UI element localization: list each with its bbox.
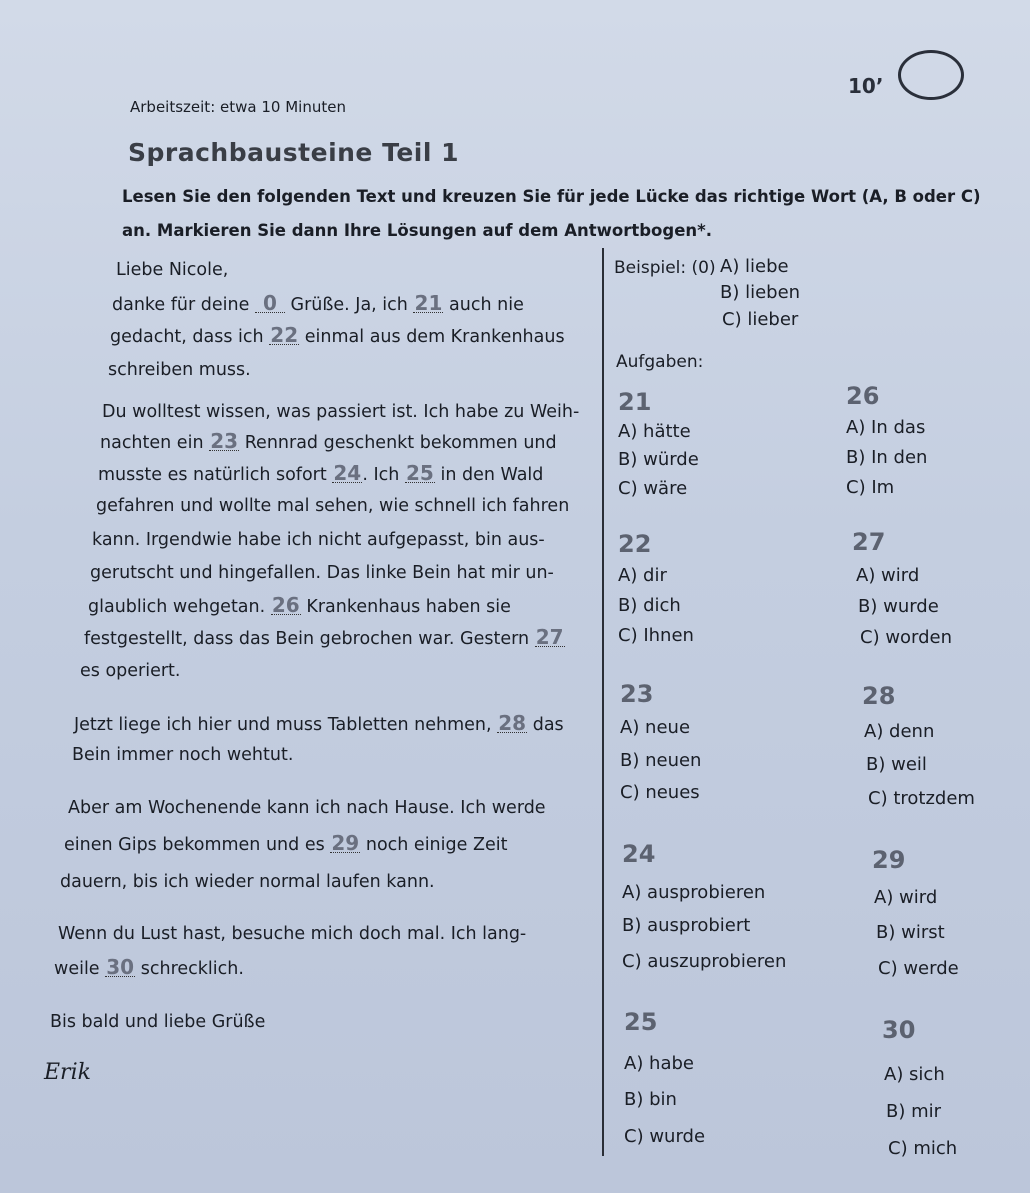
question-21-option-c[interactable]: C) wäre [618, 478, 688, 499]
letter-line [88, 593, 511, 617]
question-28-number: 28 [862, 682, 896, 710]
letter-text: glaublich wehgetan. [88, 597, 266, 617]
letter-closing: Bis bald und liebe Grüße [50, 1012, 266, 1032]
example-option-a[interactable]: A) liebe [720, 256, 789, 277]
question-28-option-c[interactable]: C) trotzdem [868, 788, 975, 809]
question-28-option-a[interactable]: A) denn [864, 721, 935, 742]
gap-24: 24 [333, 461, 362, 485]
question-21-option-b[interactable]: B) würde [618, 449, 699, 470]
question-22-option-a[interactable]: A) dir [618, 565, 667, 586]
question-26-option-c[interactable]: C) Im [846, 477, 895, 498]
question-25-option-a[interactable]: A) habe [624, 1053, 694, 1074]
question-23-option-a[interactable]: A) neue [620, 717, 691, 738]
handwritten-time-note: 10’ [848, 74, 884, 98]
letter-line [112, 291, 524, 315]
question-29-option-c[interactable]: C) werde [878, 958, 959, 979]
gap-22: 22 [270, 323, 299, 347]
gap-23: 23 [210, 429, 239, 453]
letter-text: schrecklich. [140, 959, 244, 979]
question-29-number: 29 [872, 846, 906, 874]
question-30-option-c[interactable]: C) mich [888, 1138, 958, 1159]
letter-text: noch einige Zeit [365, 835, 508, 855]
letter-text: einen Gips bekommen und es [64, 835, 325, 855]
letter-text: Grüße. Ja, ich [290, 295, 408, 315]
question-27-option-c[interactable]: C) worden [860, 627, 953, 648]
question-28-option-b[interactable]: B) weil [866, 754, 927, 775]
letter-text: einmal aus dem Krankenhaus [304, 327, 565, 347]
question-30-option-a[interactable]: A) sich [884, 1064, 945, 1085]
letter-text: danke für deine [112, 295, 250, 315]
question-27-number: 27 [852, 528, 886, 556]
question-22-number: 22 [618, 530, 652, 558]
question-26-number: 26 [846, 382, 880, 410]
question-25-option-b[interactable]: B) bin [624, 1089, 677, 1110]
letter-text: weile [54, 959, 100, 979]
example-header [614, 258, 716, 278]
letter-text: in den Wald [440, 465, 544, 485]
question-25-option-c[interactable]: C) wurde [624, 1126, 706, 1147]
letter-text: . Ich [362, 465, 400, 485]
gap-27: 27 [535, 625, 564, 649]
tasks-label: Aufgaben: [616, 352, 704, 372]
question-30-option-b[interactable]: B) mir [886, 1101, 942, 1122]
letter-line: schreiben muss. [108, 360, 251, 380]
instructions-text: Lesen Sie den folgenden Text und kreuzen Sie für jede Lücke das richtige Wort (A, B oder C) an. Markieren Sie dann Ihre Lösungen auf dem Antwortbogen*. [122, 187, 981, 240]
example-option-b[interactable]: B) lieben [720, 282, 801, 303]
question-27-option-b[interactable]: B) wurde [858, 596, 939, 617]
question-21-option-a[interactable]: A) hätte [618, 421, 691, 442]
letter-text: gedacht, dass ich [110, 327, 264, 347]
question-22-option-c[interactable]: C) Ihnen [618, 625, 694, 646]
example-option-c[interactable]: C) lieber [722, 309, 799, 330]
question-27-option-a[interactable]: A) wird [856, 565, 920, 586]
question-24-number: 24 [622, 840, 656, 868]
question-23-option-b[interactable]: B) neuen [620, 750, 702, 771]
question-29-option-b[interactable]: B) wirst [876, 922, 945, 943]
letter-text: musste es natürlich sofort [98, 465, 327, 485]
question-23-option-c[interactable]: C) neues [620, 782, 700, 803]
letter-line [64, 831, 508, 855]
letter-text: das [532, 715, 564, 735]
handwritten-circle-mark [898, 50, 964, 100]
question-24-option-b[interactable]: B) ausprobiert [622, 915, 751, 936]
gap-25: 25 [405, 461, 434, 485]
letter-line: gefahren und wollte mal sehen, wie schnell ich fahren [96, 496, 570, 516]
working-time-label: Arbeitszeit: etwa 10 Minuten [130, 98, 346, 116]
letter-signature: Erik [44, 1060, 91, 1085]
column-divider [602, 248, 604, 1156]
question-24-option-c[interactable]: C) auszuprobieren [622, 951, 787, 972]
gap-30: 30 [106, 955, 135, 979]
question-21-number: 21 [618, 388, 652, 416]
letter-text: auch nie [449, 295, 524, 315]
letter-text: Jetzt liege ich hier und muss Tabletten nehmen, [74, 715, 492, 735]
question-24-option-a[interactable]: A) ausprobieren [622, 882, 766, 903]
letter-line: dauern, bis ich wieder normal laufen kann. [60, 872, 435, 892]
example-number: (0) [691, 258, 716, 278]
example-label: Beispiel: [614, 258, 687, 278]
gap-29: 29 [331, 831, 360, 855]
question-30-number: 30 [882, 1016, 916, 1044]
letter-line: Bein immer noch wehtut. [72, 745, 294, 765]
letter-greeting: Liebe Nicole, [116, 260, 229, 280]
question-25-number: 25 [624, 1008, 658, 1036]
letter-line [100, 429, 557, 453]
letter-line [98, 461, 544, 485]
letter-text: nachten ein [100, 433, 204, 453]
letter-line [74, 711, 564, 735]
letter-line: gerutscht und hingefallen. Das linke Bein hat mir un- [90, 563, 554, 583]
question-23-number: 23 [620, 680, 654, 708]
letter-line [84, 625, 565, 649]
letter-line: Du wolltest wissen, was passiert ist. Ich habe zu Weih- [102, 402, 580, 422]
letter-line: Aber am Wochenende kann ich nach Hause. Ich werde [68, 798, 546, 818]
letter-line: kann. Irgendwie habe ich nicht aufgepasst, bin aus- [92, 530, 545, 550]
letter-line: Wenn du Lust hast, besuche mich doch mal. Ich lang- [58, 924, 527, 944]
question-26-option-a[interactable]: A) In das [846, 417, 926, 438]
letter-line: es operiert. [80, 661, 181, 681]
question-22-option-b[interactable]: B) dich [618, 595, 681, 616]
letter-text: Krankenhaus haben sie [306, 597, 511, 617]
gap-28: 28 [498, 711, 527, 735]
question-26-option-b[interactable]: B) In den [846, 447, 928, 468]
gap-0: 0 [255, 294, 285, 313]
letter-line [54, 955, 244, 979]
gap-21: 21 [414, 291, 443, 315]
letter-text: Rennrad geschenkt bekommen und [244, 433, 557, 453]
question-29-option-a[interactable]: A) wird [874, 887, 938, 908]
letter-line [110, 323, 565, 347]
gap-26: 26 [271, 593, 300, 617]
section-title: Sprachbausteine Teil 1 [128, 138, 460, 167]
letter-text: festgestellt, dass das Bein gebrochen war. Gestern [84, 629, 530, 649]
